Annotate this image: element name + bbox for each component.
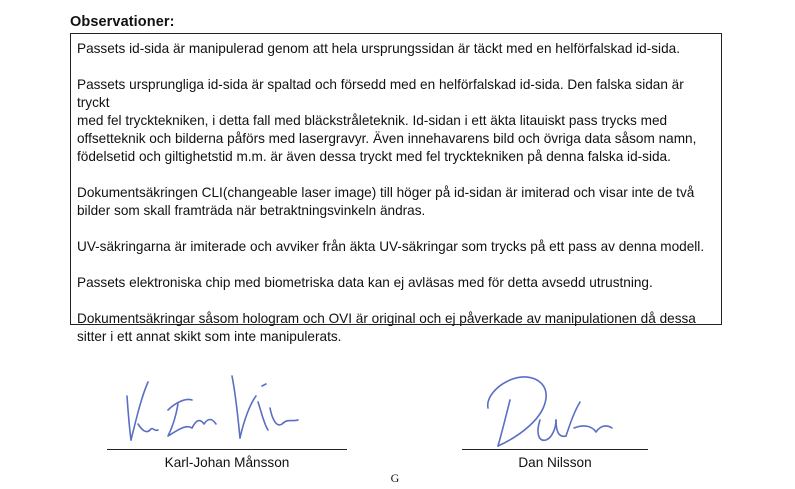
text-line: offsetteknik och bilderna påförs med lasergravyr. Även innehavarens bild och övriga data såsom namn, [77,131,697,146]
text-line: med fel trycktekniken, i detta fall med bläckstråleteknik. Id-sidan i ett äkta litauiskt pass trycks med [77,113,668,128]
text-line: Dokumentsäkringen CLI(changeable laser image) till höger på id-sidan är imiterad och visar inte de två [77,185,695,200]
text-line: sitter i ett annat skikt som inte manipulerats. [77,329,342,344]
signature-ink [488,377,612,446]
page-mark: G [390,471,400,485]
text-line: Dokumentsäkringar såsom hologram och OVI är original och ej påverkade av manipulationen då dessa [77,311,696,326]
text-line: bilder som skall framträda när betraktningsvinkeln ändras. [77,203,426,218]
text-line: Passets ursprungliga id-sida är spaltad och försedd med en helförfalskad id-sida. Den falska sidan är tryckt [77,77,684,110]
observations-heading: Observationer: [70,14,175,30]
text-line: födelsetid och giltighetstid m.m. är även dessa tryckt med fel trycktekniken på denna falska id-sida. [77,149,671,164]
signatory-name-mansson: Karl-Johan Månsson [164,455,290,470]
text-line: Passets elektroniska chip med biometriska data kan ej avläsas med för detta avsedd utrustning. [77,275,653,290]
text-line: Passets id-sida är manipulerad genom att hela ursprungssidan är täckt med en helförfalskad id-sida. [77,41,680,56]
signature-line-nilsson [462,449,648,450]
signatory-name-nilsson: Dan Nilsson [518,455,592,470]
text-line: UV-säkringarna är imiterade och avviker från äkta UV-säkringar som trycks på ett pass av denna modell. [77,239,705,254]
